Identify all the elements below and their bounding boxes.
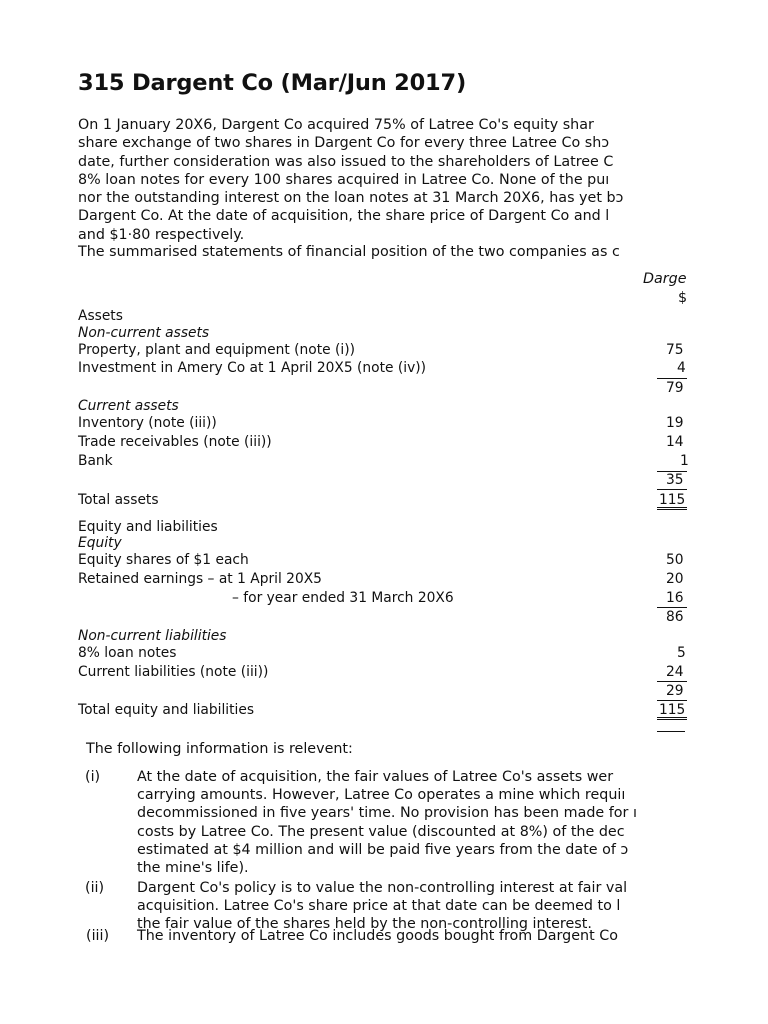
note-line: the mine's life). [137,860,249,877]
statement-row [0,552,768,571]
note-line: estimated at $4 million and will be paid five years from the date of ɔ [137,841,629,858]
total-eq-liab-label: Total equity and liabilities [78,702,255,718]
current-assets-heading: Current assets [78,398,179,414]
total-rule-fragment [657,731,685,732]
receivables-value: 14 [666,434,684,450]
statement-row [0,472,768,491]
current-liabilities-label: Current liabilities (note (iii)) [78,664,269,680]
non-current-assets-heading: Non-current assets [78,325,210,341]
equity-heading: Equity [78,535,122,551]
assets-heading: Assets [78,308,123,324]
shares-value: 50 [666,552,684,568]
following-info-heading: The following information is relevent: [86,741,353,757]
inventory-label: Inventory (note (iii)) [78,415,217,431]
note-line: costs by Latree Co. The present value (discounted at 8%) of the dec [137,823,625,840]
ppe-label: Property, plant and equipment (note (i)) [78,342,355,358]
column-currency: $ [678,290,688,306]
loan-notes-value: 5 [677,645,686,661]
note-text [137,879,627,934]
statement-row [0,664,768,683]
subtotal-rule [657,700,687,701]
total-double-rule [657,507,687,510]
re-opening-label: Retained earnings – at 1 April 20X5 [78,571,322,587]
intro-paragraph [78,116,768,244]
loan-notes-label: 8% loan notes [78,645,177,661]
inventory-value: 19 [666,415,684,431]
ncl-heading: Non-current liabilities [78,628,227,644]
statement-row [0,342,768,361]
investment-label: Investment in Amery Co at 1 April 20X5 (note (iv)) [78,360,427,376]
statement-row [0,683,768,702]
re-year-value: 16 [666,590,684,606]
equity-total-value: 86 [666,609,684,625]
total-assets-label: Total assets [78,492,159,508]
statement-row [0,645,768,664]
re-opening-value: 20 [666,571,684,587]
note-number: (iii) [86,928,110,944]
bank-value: 1 [680,453,689,469]
bank-label: Bank [78,453,113,469]
shares-label: Equity shares of $1 each [78,552,249,568]
subtotal-rule [657,489,687,490]
statement-row [0,609,768,628]
total-assets-value: 115 [659,492,686,508]
intro-line: nor the outstanding interest on the loan notes at 31 March 20X6, has yet bɔ [78,190,624,207]
statement-row [0,702,768,721]
ca-total-value: 35 [666,472,684,488]
statement-row [0,453,768,472]
statement-row [0,492,768,511]
current-liabilities-value: 24 [666,664,684,680]
statement-row [0,434,768,453]
intro-line: and $1·80 respectively. [78,226,245,243]
subtotal-rule [657,378,687,379]
note-line: decommissioned in five years' time. No provision has been made for ı [137,805,637,822]
statement-row [0,380,768,399]
liabilities-total-value: 29 [666,683,684,699]
subtotal-rule [657,607,687,608]
equity-liabilities-heading: Equity and liabilities [78,519,218,535]
statement-row [0,415,768,434]
note-line: The inventory of Latree Co includes goods bought from Dargent Co [137,928,618,944]
note-number: (ii) [85,880,105,896]
total-eq-liab-value: 115 [659,702,686,718]
note-text [137,768,637,877]
statement-row [0,590,768,609]
question-title: 315 Dargent Co (Mar/Jun 2017) [78,70,467,96]
intro-line: On 1 January 20X6, Dargent Co acquired 75% of Latree Co's equity shar [78,117,594,133]
intro-line: Dargent Co. At the date of acquisition, the share price of Dargent Co and l [78,208,610,225]
statement-row [0,571,768,590]
column-company-name: Darge [643,271,687,287]
intro-line: share exchange of two shares in Dargent Co for every three Latree Co shɔ [78,135,610,152]
subtotal-rule [657,681,687,682]
statement-row [0,360,768,379]
nca-total-value: 79 [666,380,684,396]
investment-value: 4 [677,360,686,376]
receivables-label: Trade receivables (note (iii)) [78,434,272,450]
re-year-label: – for year ended 31 March 20X6 [232,590,454,606]
intro-line: date, further consideration was also issued to the shareholders of Latree C [78,153,614,170]
note-number: (i) [85,769,101,785]
clipped-note-fragment [86,928,686,946]
note-line: the fair value of the shares held by the non-controlling interest. [137,916,592,933]
summary-sentence: The summarised statements of financial position of the two companies as c [78,244,620,260]
intro-line: 8% loan notes for every 100 shares acquired in Latree Co. None of the puı [78,171,610,188]
note-line: carrying amounts. However, Latree Co operates a mine which requiı [137,787,626,804]
total-double-rule [657,717,687,720]
note-line: At the date of acquisition, the fair values of Latree Co's assets wer [137,769,614,785]
ppe-value: 75 [666,342,684,358]
note-line: Dargent Co's policy is to value the non-controlling interest at fair val [137,880,628,896]
note-line: acquisition. Latree Co's share price at that date can be deemed to l [137,898,621,915]
